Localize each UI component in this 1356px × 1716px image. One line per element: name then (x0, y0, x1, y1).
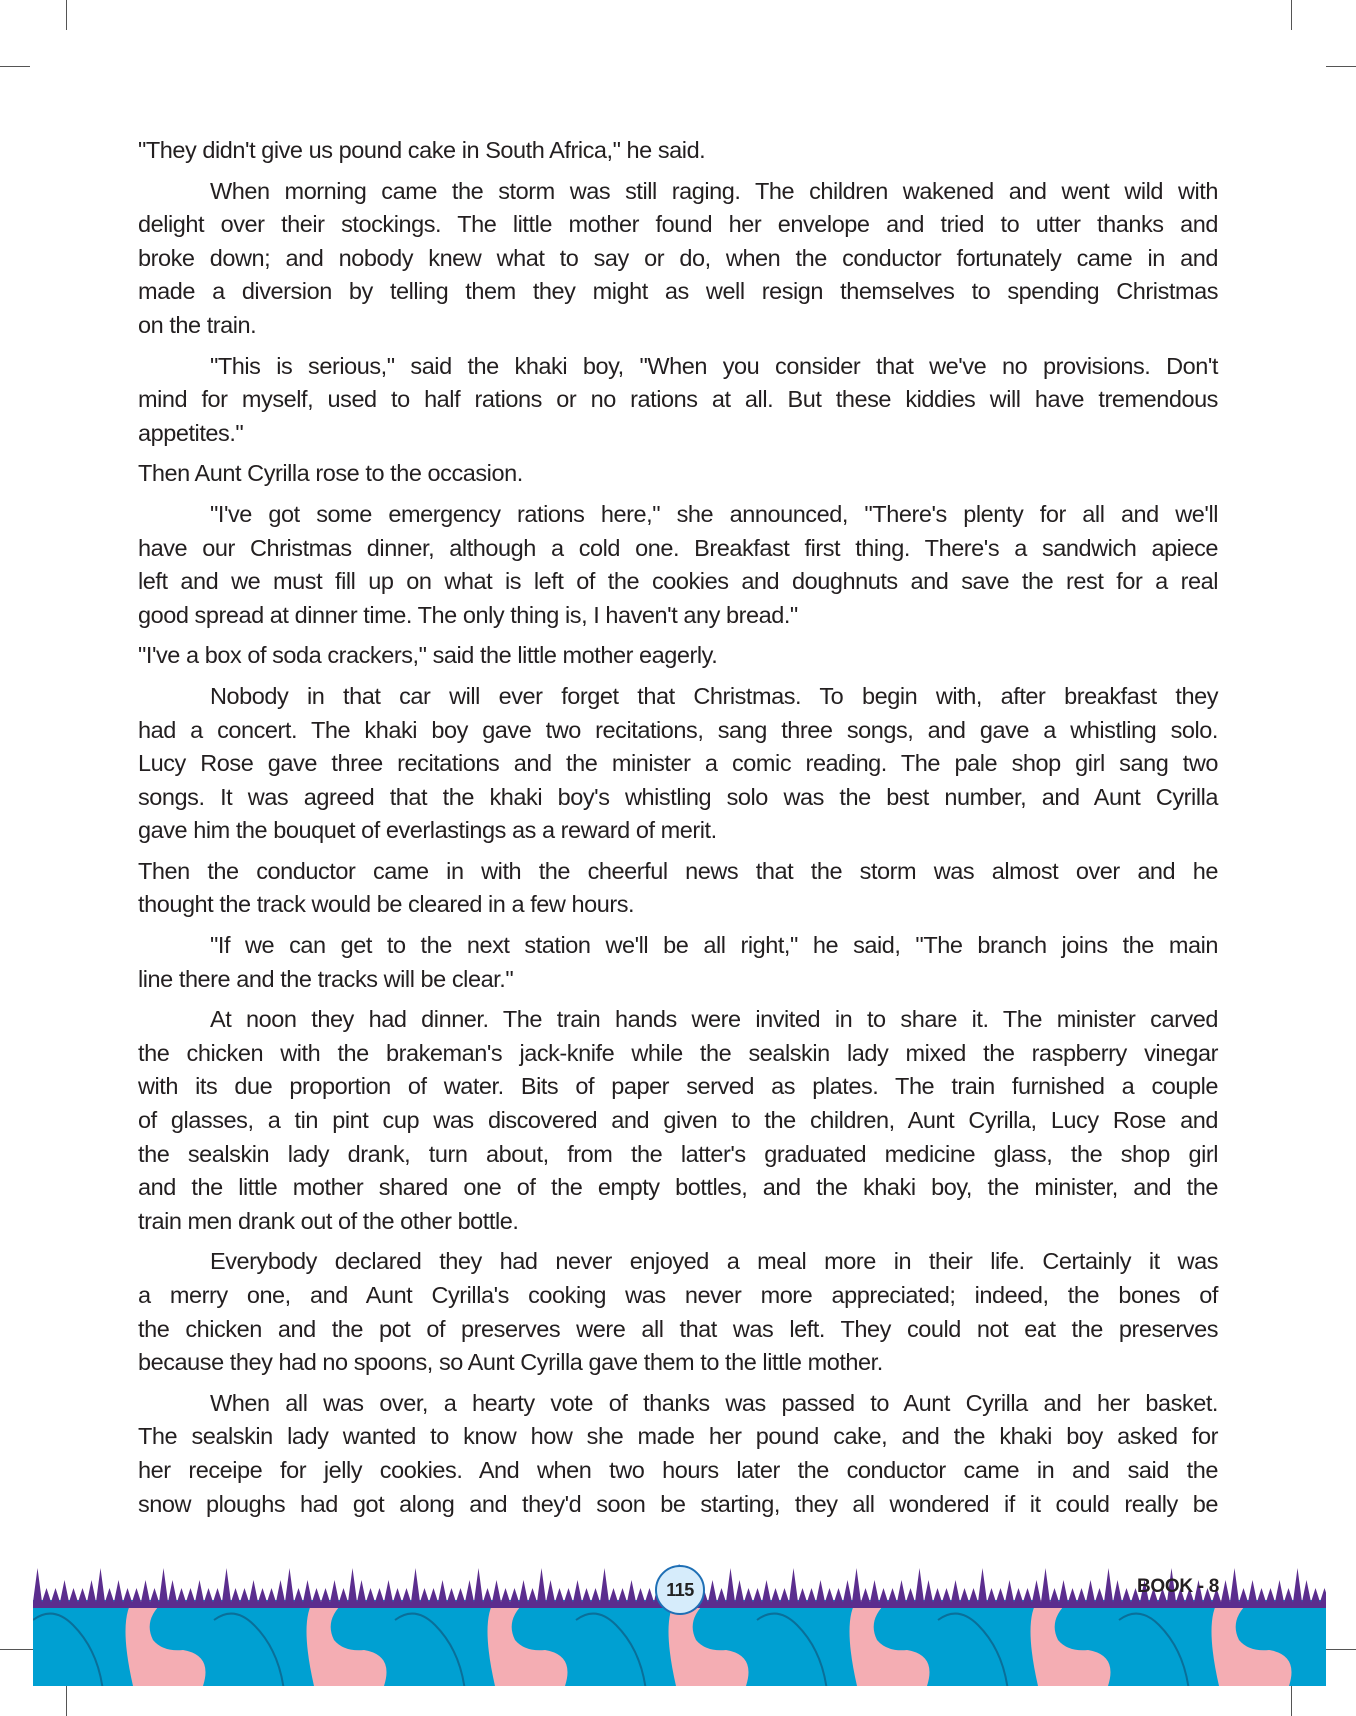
text-line: Then the conductor came in with the cheerful news that the storm was almost over and he (138, 857, 1218, 884)
text-line: mind for myself, used to half rations or no rations at all. But these kiddies will have tremendous (138, 386, 1218, 413)
text-line: the sealskin lady drank, turn about, from the latter's graduated medicine glass, the shop girl (138, 1140, 1218, 1167)
text-line: the chicken and the pot of preserves were all that was left. They could not eat the preserves (138, 1315, 1218, 1342)
paragraph (138, 1245, 1218, 1379)
paragraph (138, 929, 1218, 996)
paragraph (138, 1387, 1218, 1521)
text-line: thought the track would be cleared in a few hours. (138, 891, 635, 918)
text-line: When morning came the storm was still raging. The children wakened and went wild with (210, 177, 1218, 204)
paragraph (138, 855, 1218, 922)
page-number: 115 (655, 1565, 705, 1615)
crop-mark (66, 0, 67, 30)
text-line: appetites." (138, 419, 244, 446)
crop-mark (1291, 1686, 1292, 1716)
story-text (138, 134, 1218, 1528)
text-line: Lucy Rose gave three recitations and the minister a comic reading. The pale shop girl sang two (138, 750, 1218, 777)
crop-mark (66, 1686, 67, 1716)
text-line: broke down; and nobody knew what to say or do, when the conductor fortunately came in and (138, 244, 1218, 271)
text-line: and the little mother shared one of the empty bottles, and the khaki boy, the minister, and the (138, 1174, 1218, 1201)
text-line: of glasses, a tin pint cup was discovered and given to the children, Aunt Cyrilla, Lucy Rose and (138, 1107, 1218, 1134)
paragraph (138, 350, 1218, 451)
paragraph (138, 498, 1218, 632)
text-line: because they had no spoons, so Aunt Cyrilla gave them to the little mother. (138, 1349, 883, 1376)
text-line: delight over their stockings. The little mother found her envelope and tried to utter thanks and (138, 211, 1218, 238)
text-line: a merry one, and Aunt Cyrilla's cooking was never more appreciated; indeed, the bones of (138, 1282, 1218, 1308)
text-line: "I've a box of soda crackers," said the little mother eagerly. (138, 642, 718, 669)
paragraph (138, 457, 1218, 491)
text-line: have our Christmas dinner, although a cold one. Breakfast first thing. There's a sandwich apiece (138, 534, 1218, 561)
text-line: with its due proportion of water. Bits of paper served as plates. The train furnished a couple (138, 1073, 1218, 1100)
crop-mark (0, 66, 30, 67)
crop-mark (0, 1649, 33, 1650)
paragraph (138, 175, 1218, 343)
text-line: "This is serious," said the khaki boy, "When you consider that we've no provisions. Don't (210, 352, 1218, 379)
text-line: When all was over, a hearty vote of thanks was passed to Aunt Cyrilla and her basket. (210, 1389, 1218, 1416)
crop-mark (1326, 66, 1356, 67)
text-line: The sealskin lady wanted to know how she made her pound cake, and the khaki boy asked for (138, 1423, 1218, 1450)
text-line: Nobody in that car will ever forget that Christmas. To begin with, after breakfast they (210, 682, 1218, 709)
text-line: left and we must fill up on what is left of the cookies and doughnuts and save the rest for a real (138, 568, 1218, 595)
paragraph (138, 134, 1218, 168)
crop-mark (1291, 0, 1292, 30)
text-line: At noon they had dinner. The train hands were invited in to share it. The minister carved (210, 1006, 1218, 1033)
text-line: her receipe for jelly cookies. And when two hours later the conductor came in and said the (138, 1456, 1218, 1483)
text-line: "I've got some emergency rations here," she announced, "There's plenty for all and we'll (210, 500, 1218, 527)
text-line: on the train. (138, 311, 257, 338)
text-line: line there and the tracks will be clear." (138, 965, 514, 992)
text-line: Then Aunt Cyrilla rose to the occasion. (138, 460, 523, 487)
text-line: the chicken with the brakeman's jack-knife while the sealskin lady mixed the raspberry vinegar (138, 1039, 1218, 1066)
paragraph (138, 680, 1218, 848)
book-label: BOOK - 8 (1136, 1576, 1219, 1597)
text-line: train men drank out of the other bottle. (138, 1207, 519, 1234)
text-line: songs. It was agreed that the khaki boy's whistling solo was the best number, and Aunt Cyrilla (138, 783, 1218, 810)
text-line: "If we can get to the next station we'll be all right," he said, "The branch joins the main (210, 932, 1218, 959)
text-line: made a diversion by telling them they might as well resign themselves to spending Christmas (138, 278, 1218, 305)
text-line: had a concert. The khaki boy gave two recitations, sang three songs, and gave a whistling solo. (138, 716, 1218, 743)
text-line: "They didn't give us pound cake in South Africa," he said. (138, 137, 706, 163)
crop-mark (1326, 1649, 1356, 1650)
text-line: snow ploughs had got along and they'd soon be starting, they all wondered if it could really be (138, 1490, 1218, 1517)
text-line: gave him the bouquet of everlastings as a reward of merit. (138, 817, 717, 844)
paragraph (138, 1003, 1218, 1238)
paragraph (138, 639, 1218, 673)
text-line: Everybody declared they had never enjoyed a meal more in their life. Certainly it was (210, 1248, 1218, 1275)
text-line: good spread at dinner time. The only thing is, I haven't any bread." (138, 601, 798, 628)
